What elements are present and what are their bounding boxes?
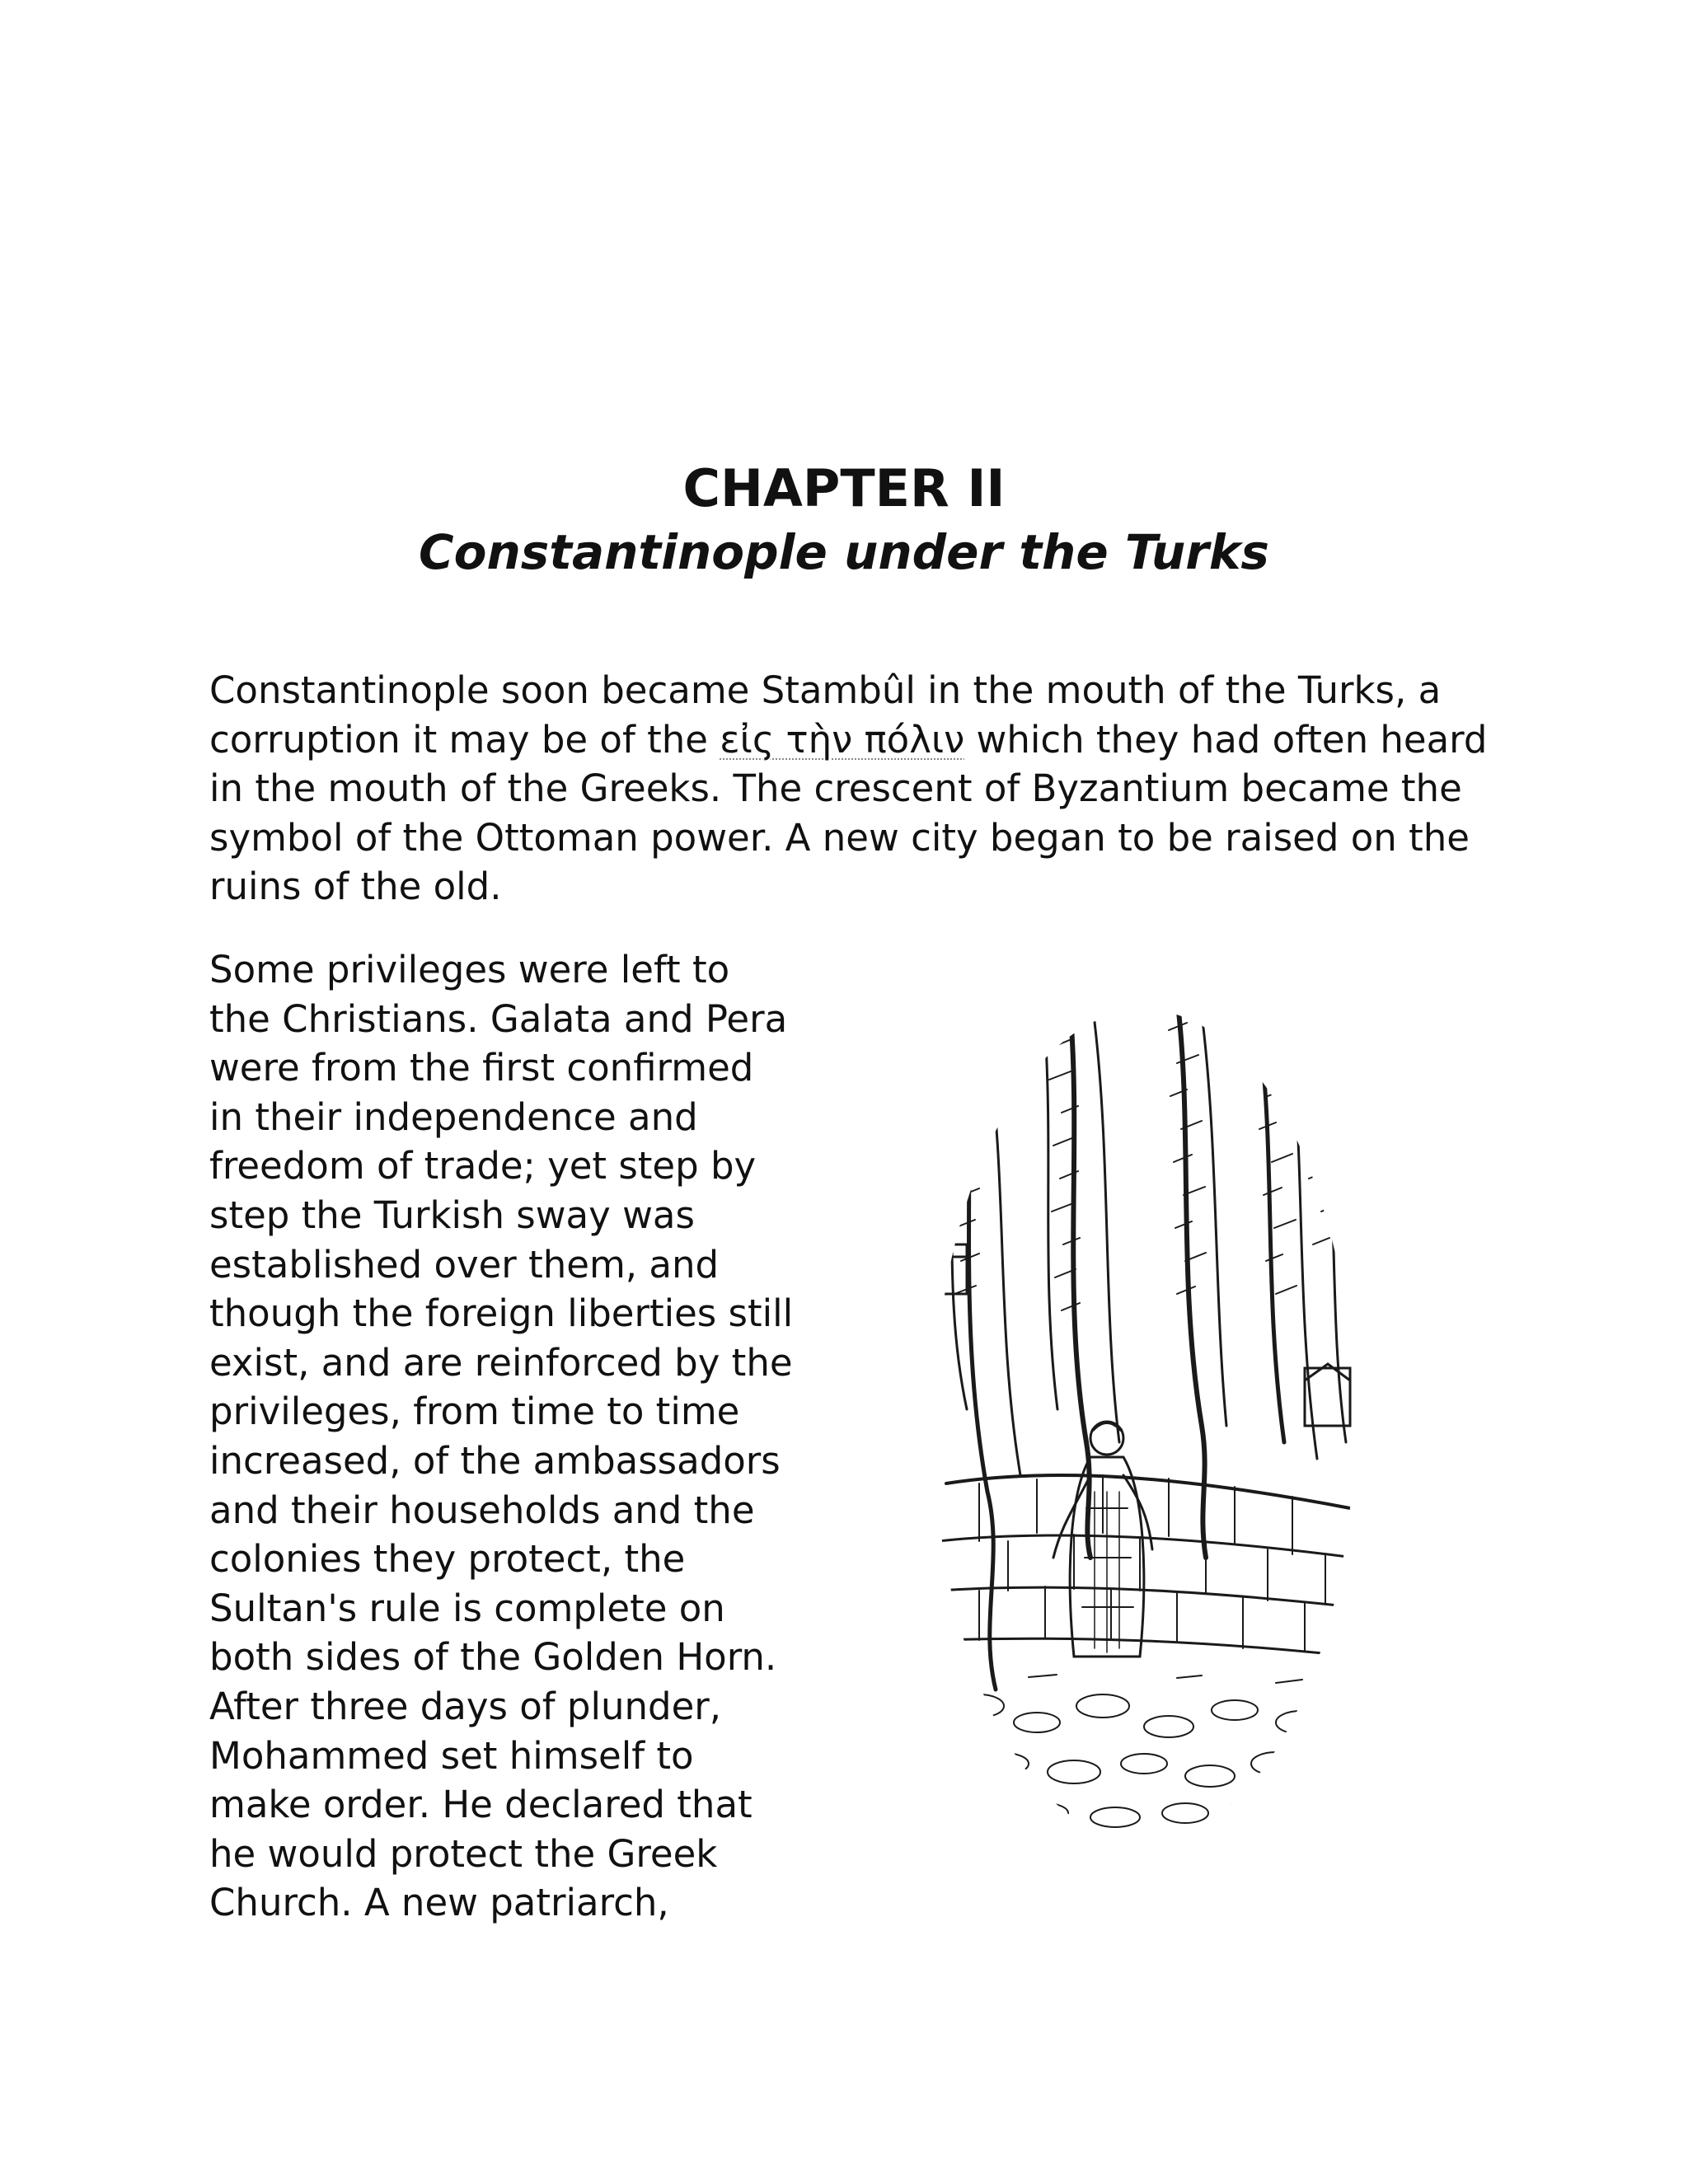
text-line: privileges, from time to time [209,1390,740,1434]
text-line: step the Turkish sway was [209,1193,695,1237]
chapter-number: CHAPTER II [682,458,1006,518]
text-line [209,715,1495,765]
text-line: Church. A new patriarch, [209,1881,669,1925]
text-line: increased, of the ambassadors [209,1438,781,1483]
text-line: colonies they protect, the [209,1537,686,1582]
text-line: the Christians. Galata and Pera [209,996,788,1041]
text-line: Some privileges were left to [209,948,730,991]
text-line: were from the first confirmed [209,1046,754,1090]
text-line: exist, and are reinforced by the [209,1340,793,1385]
text-line: make order. He declared that [209,1783,753,1827]
chapter-heading [0,457,1688,584]
text-line: Mohammed set himself to [209,1733,694,1778]
paragraph-privileges [209,945,803,1928]
chapter-title: Constantinople under the Turks [419,524,1269,580]
text-line: After three days of plunder, [209,1684,722,1728]
text-line: and their households and the [209,1488,755,1532]
text-line: though the foreign liberties still [209,1291,794,1336]
text-segment: which they had often heard [964,717,1488,762]
text-line: he would protect the Greek [209,1831,718,1876]
greek-phrase-link[interactable]: εἰς τὴν πόλιν [720,717,965,762]
text-line: in their independence and [209,1094,698,1139]
text-line: both sides of the Golden Horn. [209,1635,777,1680]
text-line: symbol of the Ottoman power. A new city began to be raised on the [209,815,1470,860]
text-line: Constantinople soon became Stambûl in the mouth of the Turks, a [209,668,1442,712]
text-segment: corruption it may be of the [209,717,720,762]
text-line: Sultan's rule is complete on [209,1586,725,1630]
text-line: freedom of trade; yet step by [209,1144,757,1188]
text-line: established over them, and [209,1242,720,1286]
text-line: in the mouth of the Greeks. The crescent of Byzantium became the [209,766,1462,811]
paragraph-intro [209,666,1495,912]
text-line: ruins of the old. [209,865,502,909]
sketch-illustration-icon [930,981,1358,1846]
